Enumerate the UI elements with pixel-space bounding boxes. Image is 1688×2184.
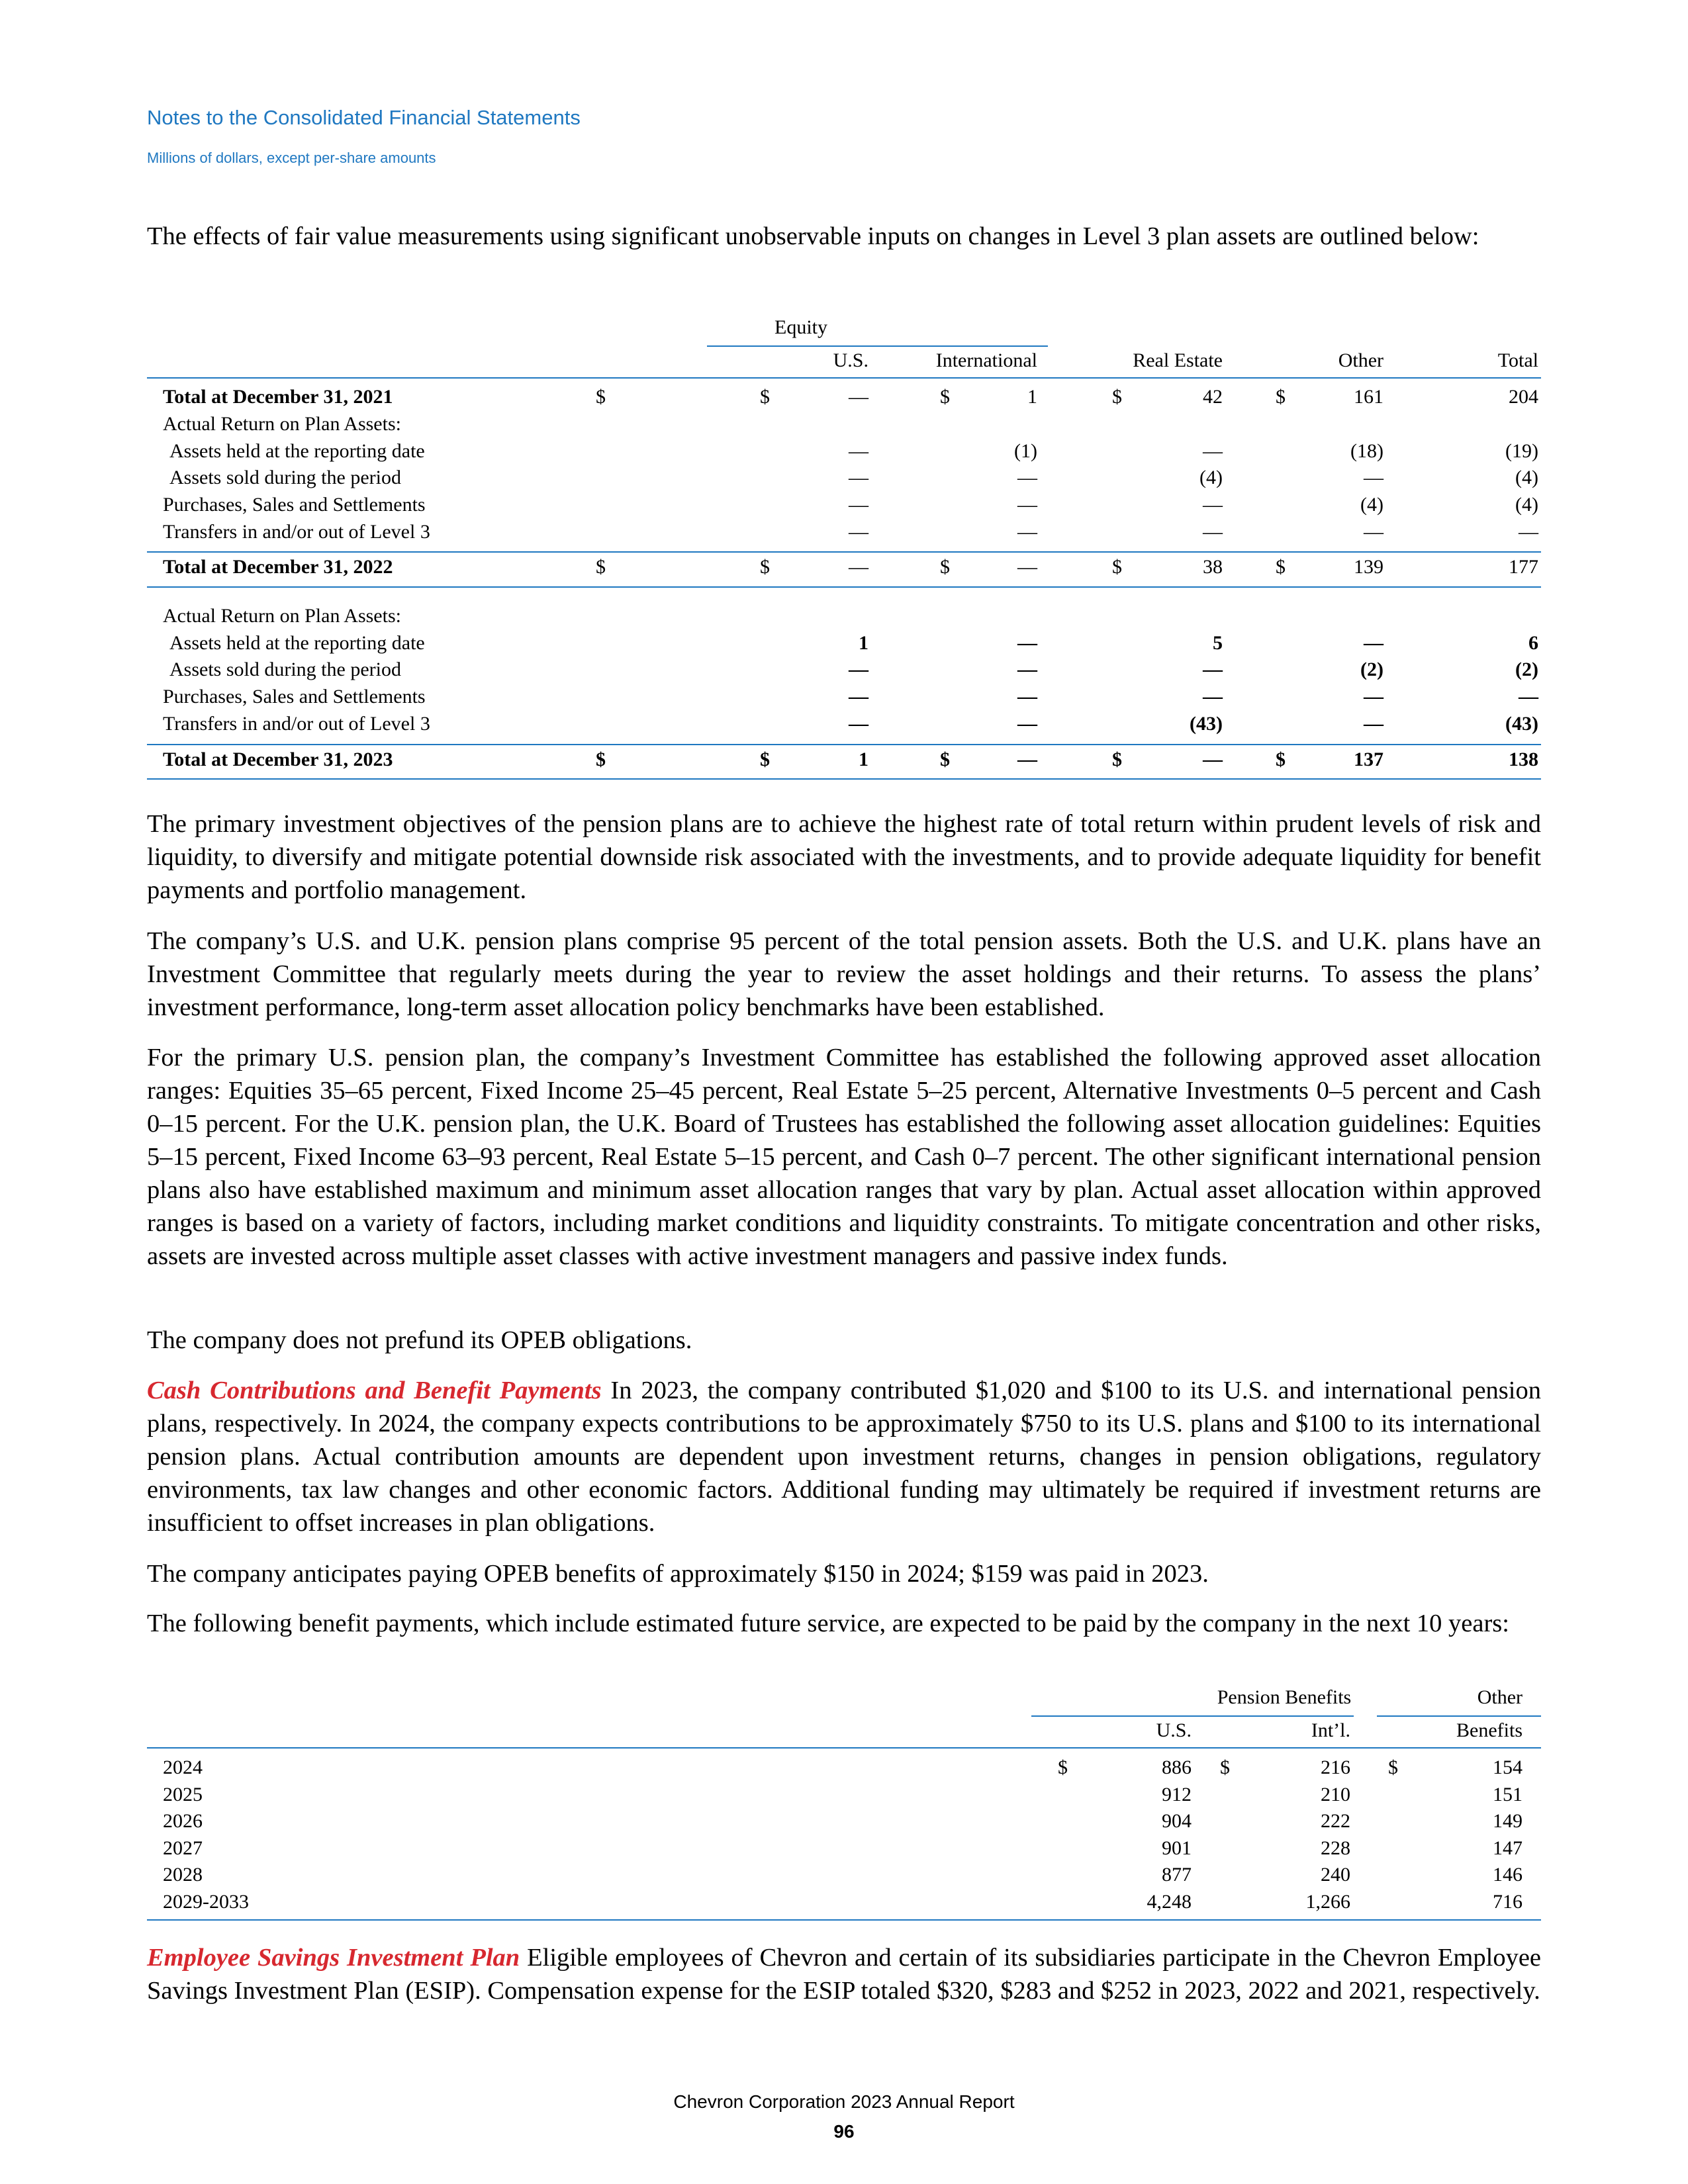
- dollar-sign: $: [760, 386, 770, 408]
- table-cell: —: [1364, 521, 1383, 543]
- table-row-label: Actual Return on Plan Assets:: [163, 413, 401, 435]
- table-cell: (43): [1190, 713, 1223, 735]
- table-cell: —: [849, 556, 868, 578]
- pension-benefits-group-header: Pension Benefits: [1217, 1686, 1352, 1708]
- dollar-sign: $: [1112, 386, 1122, 408]
- dollar-sign: $: [940, 556, 950, 578]
- benefit-cell: 146: [1493, 1864, 1523, 1886]
- table-cell: —: [1519, 521, 1538, 543]
- table-cell: 38: [1203, 556, 1223, 578]
- rule-2023-bottom: [147, 778, 1541, 780]
- benefit-payments-intro: The following benefit payments, which include estimated future service, are expected to be paid by the company in the next 10 years:: [147, 1610, 1509, 1637]
- table-cell: —: [1017, 632, 1037, 654]
- benefit-cell: 228: [1321, 1837, 1350, 1859]
- benefit-cell: 149: [1493, 1810, 1523, 1832]
- table-row-label: Total at December 31, 2023: [163, 749, 393, 770]
- table-cell: —: [849, 686, 868, 707]
- opeb-benefits-paragraph: The company anticipates paying OPEB benefits of approximately $150 in 2024; $159 was paid in 2023.: [147, 1560, 1209, 1588]
- dollar-sign: $: [1112, 749, 1122, 770]
- level3-assets-table: [147, 316, 1541, 780]
- table-cell: 139: [1354, 556, 1383, 578]
- dollar-sign: $: [1220, 1756, 1230, 1778]
- benefit-year-label: 2025: [163, 1784, 203, 1805]
- col-header-u-s-: U.S.: [833, 349, 868, 371]
- benefit-group-rule-other: [1377, 1715, 1541, 1717]
- benefit-bottom-rule: [147, 1919, 1541, 1921]
- table-cell: —: [849, 386, 868, 408]
- dollar-sign: $: [1388, 1756, 1398, 1778]
- col-header-real-estate: Real Estate: [1133, 349, 1223, 371]
- rule-2022-bottom: [147, 586, 1541, 588]
- table-cell: 1: [1027, 386, 1037, 408]
- table-cell: 1: [859, 749, 868, 770]
- footer-report-title: Chevron Corporation 2023 Annual Report: [673, 2091, 1015, 2112]
- benefit-cell: 216: [1321, 1756, 1350, 1778]
- esip-text: Eligible employees of Chevron and certain of its subsidiaries participate in the Chevron Employee Savings Investment Plan (ESIP). Compensation expense for the ESIP totaled $320, $283 and $252 in 2023, 2022 and 2021, respectively.: [147, 1944, 1541, 2005]
- benefit-col-header: Benefits: [1456, 1719, 1523, 1741]
- table-cell: —: [849, 521, 868, 543]
- benefit-cell: 716: [1493, 1891, 1523, 1913]
- table-cell: —: [849, 494, 868, 516]
- table-cell: —: [849, 440, 868, 462]
- table-cell: (1): [1014, 440, 1037, 462]
- benefit-payments-table: [147, 1686, 1541, 1938]
- benefit-cell: 154: [1493, 1756, 1523, 1778]
- dollar-sign: $: [1112, 556, 1122, 578]
- dollar-sign: $: [940, 386, 950, 408]
- table-cell: 177: [1509, 556, 1538, 578]
- table-cell: 42: [1203, 386, 1223, 408]
- benefit-cell: 1,266: [1305, 1891, 1350, 1913]
- section-subtitle: Millions of dollars, except per-share amounts: [147, 150, 436, 166]
- benefit-cell: 904: [1162, 1810, 1192, 1832]
- dollar-sign: $: [596, 556, 606, 578]
- table-cell: —: [1017, 494, 1037, 516]
- dollar-sign: $: [596, 386, 606, 408]
- contributions-paragraph: [147, 1374, 1541, 1539]
- benefit-year-label: 2029-2033: [163, 1891, 249, 1913]
- table-cell: (4): [1515, 467, 1538, 488]
- header-rule: [147, 377, 1541, 379]
- dollar-sign: $: [760, 556, 770, 578]
- table-cell: —: [1203, 686, 1223, 707]
- rule-2023-top: [147, 744, 1541, 745]
- table-cell: —: [849, 659, 868, 680]
- table-row-label: Purchases, Sales and Settlements: [163, 686, 426, 707]
- table-row-label: Total at December 31, 2021: [163, 386, 393, 408]
- benefit-year-label: 2028: [163, 1864, 203, 1886]
- table-row-label: Assets sold during the period: [169, 659, 401, 680]
- table-cell: (2): [1515, 659, 1538, 680]
- table-cell: 161: [1354, 386, 1383, 408]
- table-cell: (43): [1505, 713, 1538, 735]
- benefit-cell: 901: [1162, 1837, 1192, 1859]
- other-header: Other: [1477, 1686, 1523, 1708]
- table-cell: (4): [1360, 494, 1383, 516]
- esip-paragraph: [147, 1941, 1541, 2007]
- table-cell: —: [1203, 494, 1223, 516]
- pension-group-rule: [1031, 1715, 1354, 1717]
- table-cell: —: [1203, 440, 1223, 462]
- benefit-cell: 210: [1321, 1784, 1350, 1805]
- dollar-sign: $: [760, 749, 770, 770]
- col-header-other: Other: [1338, 349, 1383, 371]
- dollar-sign: $: [1276, 556, 1286, 578]
- benefit-cell: 886: [1162, 1756, 1192, 1778]
- table-cell: (4): [1515, 494, 1538, 516]
- benefit-cell: 877: [1162, 1864, 1192, 1886]
- table-row-label: Purchases, Sales and Settlements: [163, 494, 426, 516]
- benefit-cell: 147: [1493, 1837, 1523, 1859]
- table-cell: —: [1017, 713, 1037, 735]
- dollar-sign: $: [1276, 749, 1286, 770]
- contributions-text: In 2023, the company contributed $1,020 and $100 to its U.S. and international pension plans, respectively. In 2024, the company expects contributions to be approximately $750 to its U.S. plans and $100 to its international pension plans. Actual contribution amounts are dependent upon investment returns, changes in pension obligations, regulatory environments, tax law changes and other economic factors. Additional funding may ultimately be required if investment returns are insufficient to offset increases in plan obligations.: [147, 1377, 1541, 1537]
- table-cell: —: [1017, 686, 1037, 707]
- benefit-cell: 240: [1321, 1864, 1350, 1886]
- esip-heading: Employee Savings Investment Plan: [147, 1944, 520, 1972]
- table-cell: —: [1017, 659, 1037, 680]
- table-row-label: Actual Return on Plan Assets:: [163, 605, 401, 627]
- benefit-year-label: 2024: [163, 1756, 203, 1778]
- dollar-sign: $: [1058, 1756, 1068, 1778]
- table-row-label: Assets held at the reporting date: [169, 440, 425, 462]
- benefit-cell: 4,248: [1147, 1891, 1192, 1913]
- benefit-col-header: Int’l.: [1311, 1719, 1350, 1741]
- table-cell: —: [849, 467, 868, 488]
- table-cell: —: [1364, 467, 1383, 488]
- table-cell: —: [1519, 686, 1538, 707]
- table-cell: —: [1364, 632, 1383, 654]
- opeb-paragraph: The company does not prefund its OPEB obligations.: [147, 1326, 692, 1354]
- benefit-col-header: U.S.: [1156, 1719, 1192, 1741]
- table-cell: —: [1203, 521, 1223, 543]
- dollar-sign: $: [1276, 386, 1286, 408]
- table-cell: (4): [1199, 467, 1223, 488]
- benefit-year-label: 2027: [163, 1837, 203, 1859]
- equity-group-header: Equity: [774, 316, 827, 338]
- table-cell: —: [1203, 659, 1223, 680]
- table-cell: —: [1017, 467, 1037, 488]
- col-header-international: International: [935, 349, 1037, 371]
- dollar-sign: $: [940, 749, 950, 770]
- table-cell: 5: [1213, 632, 1223, 654]
- benefit-cell: 151: [1493, 1784, 1523, 1805]
- table-cell: —: [1203, 749, 1223, 770]
- table-cell: 1: [859, 632, 868, 654]
- table-cell: —: [1017, 556, 1037, 578]
- benefit-cell: 912: [1162, 1784, 1192, 1805]
- table-cell: —: [849, 713, 868, 735]
- benefit-header-rule: [147, 1747, 1541, 1749]
- table-cell: 6: [1528, 632, 1538, 654]
- table-cell: —: [1017, 749, 1037, 770]
- equity-group-rule: [707, 345, 1048, 347]
- table-cell: 204: [1509, 386, 1538, 408]
- benefit-year-label: 2026: [163, 1810, 203, 1832]
- benefit-cell: 222: [1321, 1810, 1350, 1832]
- objectives-paragraph: The primary investment objectives of the pension plans are to achieve the highest rate of total return within prudent levels of risk and liquidity, to diversify and mitigate potential downside risk associated with the investments, and to provide adequate liquidity for benefit payments and portfolio management.: [147, 810, 1541, 904]
- table-row-label: Assets sold during the period: [169, 467, 401, 488]
- intro-paragraph: The effects of fair value measurements using significant unobservable inputs on changes in Level 3 plan assets are outlined below:: [147, 222, 1479, 250]
- plans-paragraph: The company’s U.S. and U.K. pension plans comprise 95 percent of the total pension assets. Both the U.S. and U.K. plans have an Investment Committee that regularly meets during the year to review the asset holdings and their returns. To assess the plans’ investment performance, long-term asset allocation policy benchmarks have been established.: [147, 927, 1541, 1021]
- table-cell: 138: [1509, 749, 1538, 770]
- rule-2022-top: [147, 551, 1541, 553]
- table-row-label: Total at December 31, 2022: [163, 556, 393, 578]
- table-row-label: Assets held at the reporting date: [169, 632, 425, 654]
- table-cell: (18): [1350, 440, 1383, 462]
- page-number: 96: [833, 2121, 855, 2142]
- col-header-total: Total: [1497, 349, 1538, 371]
- contributions-heading: Cash Contributions and Benefit Payments: [147, 1377, 602, 1404]
- table-cell: —: [1364, 713, 1383, 735]
- table-row-label: Transfers in and/or out of Level 3: [163, 713, 430, 735]
- table-cell: —: [1017, 521, 1037, 543]
- table-cell: (2): [1360, 659, 1383, 680]
- section-title: Notes to the Consolidated Financial Statements: [147, 106, 581, 129]
- allocation-paragraph: For the primary U.S. pension plan, the company’s Investment Committee has established the following approved asset allocation ranges: Equities 35–65 percent, Fixed Income 25–45 percent, Real Estate 5–25 percent, Alternative Investments 0–5 percent and Cash 0–15 percent. For the U.K. pension plan, the U.K. Board of Trustees has established the following asset allocation guidelines: Equities 5–15 percent, Fixed Income 63–93 percent, Real Estate 5–15 percent, and Cash 0–7 percent. The other significant international pension plans also have established maximum and minimum asset allocation ranges that vary by plan. Actual asset allocation within approved ranges is based on a variety of factors, including market conditions and liquidity constraints. To mitigate concentration and other risks, assets are invested across multiple asset classes with active investment managers and passive index funds.: [147, 1044, 1541, 1270]
- table-row-label: Transfers in and/or out of Level 3: [163, 521, 430, 543]
- table-cell: 137: [1354, 749, 1383, 770]
- dollar-sign: $: [596, 749, 606, 770]
- table-cell: —: [1364, 686, 1383, 707]
- table-cell: (19): [1505, 440, 1538, 462]
